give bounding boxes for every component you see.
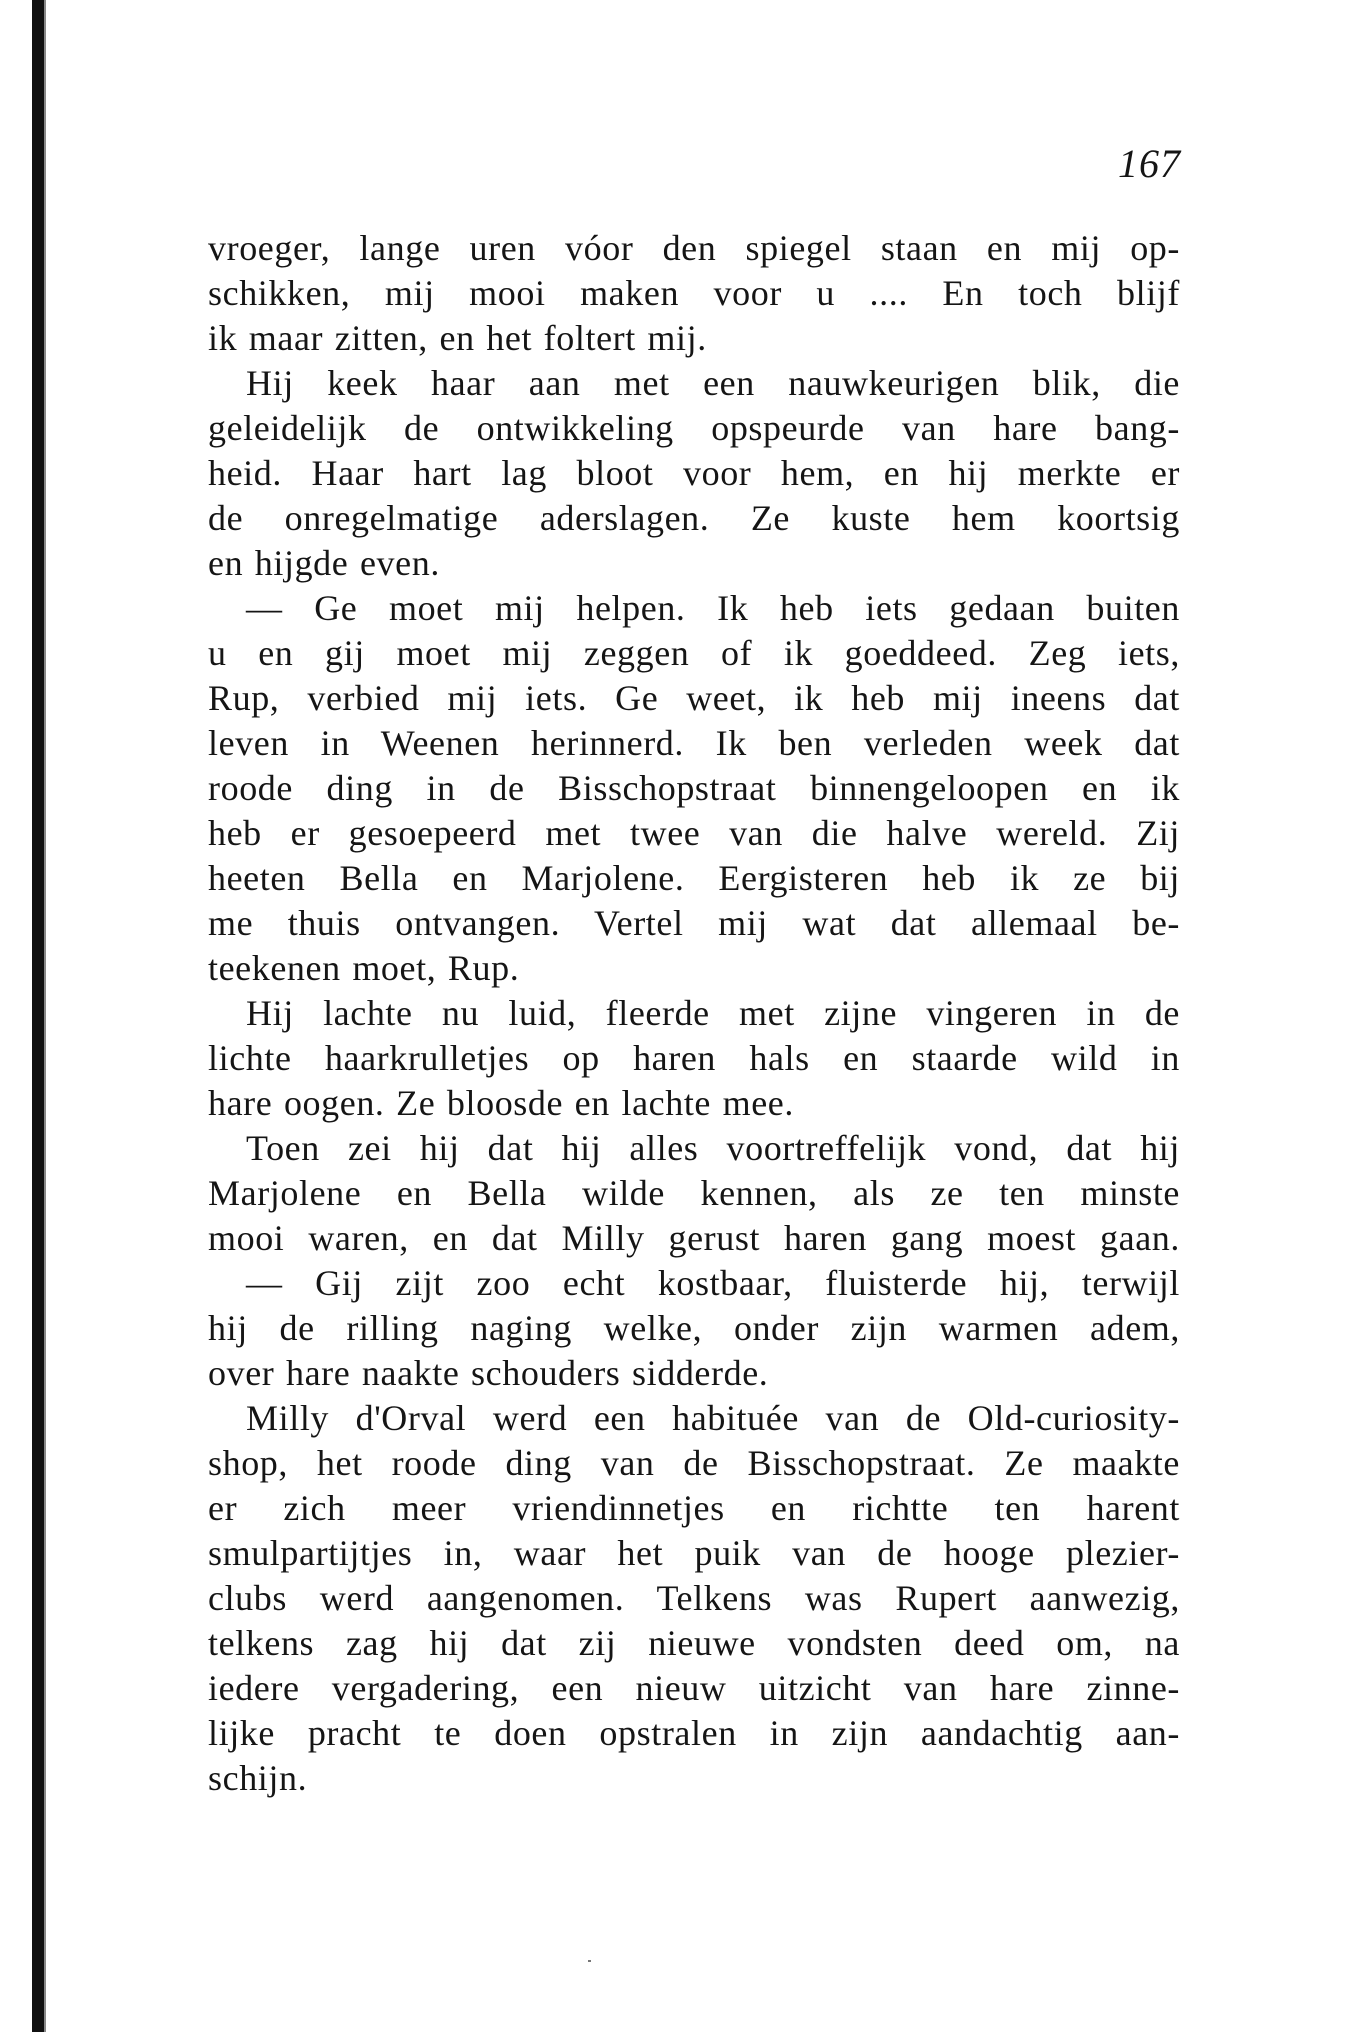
text-line: smulpartijtjes in, waar het puik van de hooge plezier- — [208, 1533, 1180, 1573]
text-line: mooi waren, en dat Milly gerust haren gang moest gaan. — [208, 1218, 1180, 1258]
text-line: u en gij moet mij zeggen of ik goeddeed. Zeg iets, — [208, 633, 1180, 673]
text-line: iedere vergadering, een nieuw uitzicht van hare zinne- — [208, 1668, 1180, 1708]
text-line: shop, het roode ding van de Bisschopstraat. Ze maakte — [208, 1443, 1180, 1483]
text-line: heeten Bella en Marjolene. Eergisteren heb ik ze bij — [208, 858, 1180, 898]
text-line: leven in Weenen herinnerd. Ik ben verleden week dat — [208, 723, 1180, 763]
text-line: — Ge moet mij helpen. Ik heb iets gedaan buiten — [246, 588, 1180, 628]
body-text — [208, 226, 1180, 1801]
text-line: Toen zei hij dat hij alles voortreffelijk vond, dat hij — [246, 1128, 1180, 1168]
text-line: roode ding in de Bisschopstraat binnengeloopen en ik — [208, 768, 1180, 808]
text-line: ik maar zitten, en het foltert mij. — [208, 318, 707, 358]
text-line: schikken, mij mooi maken voor u .... En toch blijf — [208, 273, 1180, 313]
book-spine-shadow — [32, 0, 44, 2032]
text-line: over hare naakte schouders sidderde. — [208, 1353, 769, 1393]
text-line: heid. Haar hart lag bloot voor hem, en hij merkte er — [208, 453, 1180, 493]
book-spine-edge — [44, 0, 46, 2032]
text-line: Hij keek haar aan met een nauwkeurigen blik, die — [246, 363, 1180, 403]
text-line: clubs werd aangenomen. Telkens was Rupert aanwezig, — [208, 1578, 1180, 1618]
text-line: Hij lachte nu luid, fleerde met zijne vingeren in de — [246, 993, 1180, 1033]
text-line: Marjolene en Bella wilde kennen, als ze ten minste — [208, 1173, 1180, 1213]
text-line: heb er gesoepeerd met twee van die halve wereld. Zij — [208, 813, 1180, 853]
text-line: telkens zag hij dat zij nieuwe vondsten deed om, na — [208, 1623, 1180, 1663]
text-line: vroeger, lange uren vóor den spiegel staan en mij op- — [208, 228, 1180, 268]
text-line: geleidelijk de ontwikkeling opspeurde van hare bang- — [208, 408, 1180, 448]
text-line: lijke pracht te doen opstralen in zijn aandachtig aan- — [208, 1713, 1180, 1753]
text-line: Rup, verbied mij iets. Ge weet, ik heb mij ineens dat — [208, 678, 1180, 718]
text-line: teekenen moet, Rup. — [208, 948, 520, 988]
text-line: de onregelmatige aderslagen. Ze kuste hem koortsig — [208, 498, 1180, 538]
text-line: schijn. — [208, 1758, 308, 1798]
text-line: en hijgde even. — [208, 543, 440, 583]
text-line: Milly d'Orval werd een habituée van de Old-curiosity- — [246, 1398, 1180, 1438]
text-line: me thuis ontvangen. Vertel mij wat dat allemaal be- — [208, 903, 1180, 943]
text-line: — Gij zijt zoo echt kostbaar, fluisterde hij, terwijl — [246, 1263, 1180, 1303]
scan-speck — [588, 1960, 591, 1962]
text-line: er zich meer vriendinnetjes en richtte ten harent — [208, 1488, 1180, 1528]
page-number: 167 — [1118, 141, 1181, 186]
text-line: hare oogen. Ze bloosde en lachte mee. — [208, 1083, 794, 1123]
text-line: lichte haarkrulletjes op haren hals en staarde wild in — [208, 1038, 1180, 1078]
text-line: hij de rilling naging welke, onder zijn warmen adem, — [208, 1308, 1180, 1348]
